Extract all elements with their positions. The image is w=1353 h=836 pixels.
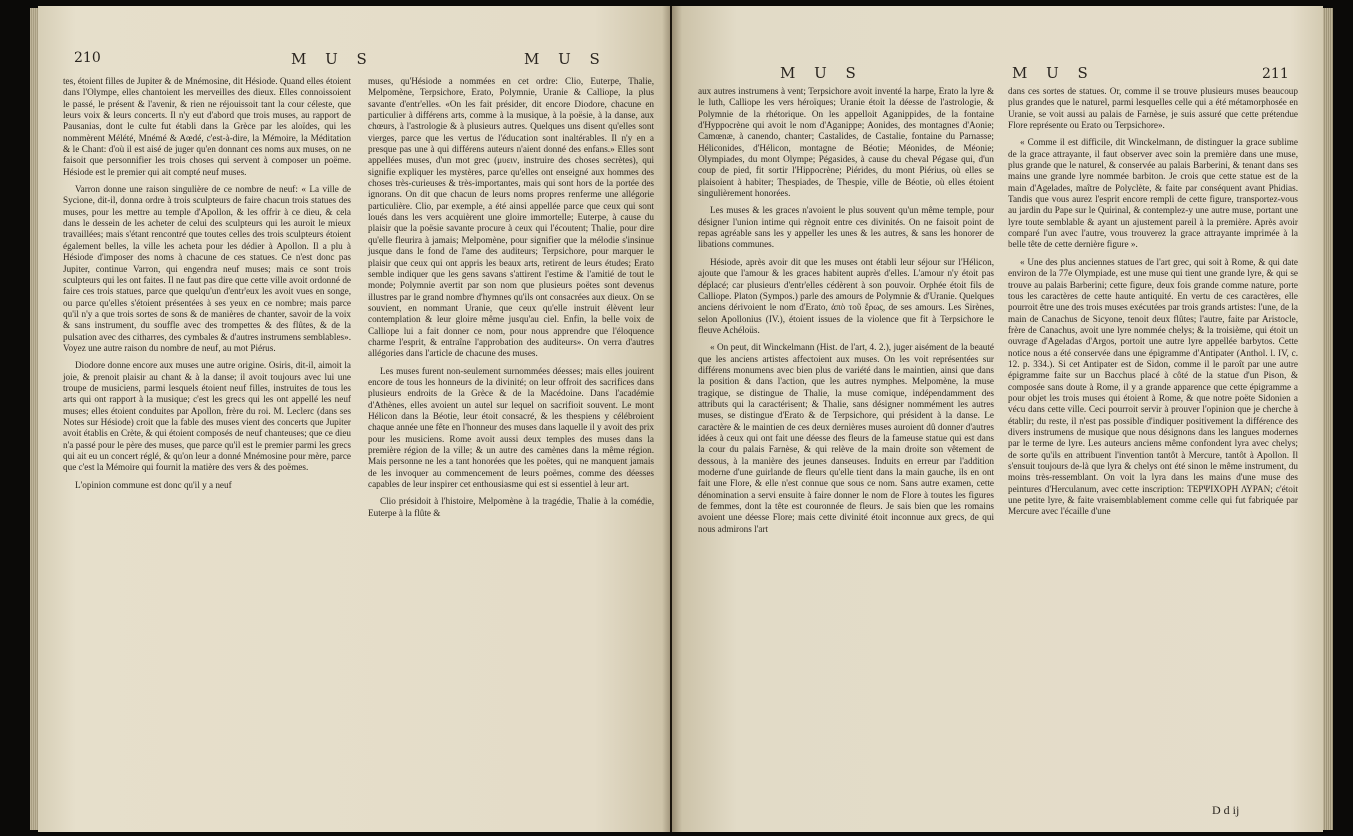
right-page-headword-2: M U S	[1012, 64, 1095, 82]
left-page-number: 210	[74, 50, 101, 66]
open-book	[38, 6, 1323, 832]
right-page-headword-1: M U S	[780, 64, 863, 82]
left-page-edges	[30, 8, 38, 830]
paragraph: Diodore donne encore aux muses une autre origine. Osiris, dit-il, aimoit la joie, & prenoit plaisir au chant & à la danse; il avoit toujours avec lui une troupe de musiciens, parmi lesquels étoient neuf filles, instruites de tous les arts qui ont rapport à la musique; c'est les grecs qui les ont appellé les neuf muses; elles étoient conduites par Apollon, frère du roi. M. Leclerc (dans ses Notes sur Hésiode) croit que la fable des muses vient des concerts que Jupiter avoit établis en Crète, & qui étoient composés de neuf chanteuses; que ce dieu n'a passé pour le père des muses, que parce qu'il est le premier parmi les grecs qui ait eu un concert réglé, & qu'on leur a donné Mnémosine pour mère, parce que c'est la Mémoire qui fournit la matière des vers & des poëmes.	[63, 360, 351, 473]
paragraph: muses, qu'Hésiode a nommées en cet ordre: Clio, Euterpe, Thalie, Melpomène, Terpsichore, Erato, Polymnie, Uranie & Calliope, la plus savante d'entr'elles. «On les fait présider, dit encore Diodore, chacune en particulier à différens arts, comme à la musique, à la poësie, à la danse, aux chœurs, à l'astrologie & à plusieurs autres. Quelques uns disent qu'elles sont vierges, parce que les vertus de l'éducation sont inaltérables. Il n'y en a presque pas une à qui différens auteurs n'aient donné des enfans.» Elles sont appellées muses, d'un mot grec (μυειν, instruire des choses secrètes), qui signifie expliquer les mystères, parce qu'elles ont enseigné aux hommes des choses très-curieuses & très-importantes, mais qui sont hors de la portée des ignorans. On dit que chacun de leurs noms propres renferme une allégorie particulière. Clio, par exemple, a été ainsi appellée parce que ceux qui sont loués dans les vers acquièrent une gloire immortelle; Euterpe, à cause du plaisir que la poësie savante procure à ceux qui l'écoutent; Thalie, pour dire qu'elle fleurira à jamais; Melpomène, pour signifier que la mélodie s'insinue jusque dans le fond de l'ame des auditeurs; Terpsichore, pour marquer le plaisir que ceux qui ont appris les beaux arts, retirent de leurs études; Erato semble indiquer que les gens savans s'attirent l'estime & l'amitié de tout le monde; Polymnie avertit par son nom que plusieurs poëtes sont devenus illustres par le grand nombre d'hymnes qu'ils ont consacrées aux dieux. On se souvient, en nommant Uranie, que ceux qu'elle instruit élèvent leur contemplation & leur gloire même jusqu'au ciel. Enfin, la belle voix de Calliope lui a fait donner ce nom, pour nous apprendre que l'éloquence charme l'esprit, & entraîne l'approbation des auditeurs». On verra d'autres allégories dans l'article de chacune des muses.	[368, 76, 654, 359]
right-page-column-2	[1008, 86, 1298, 524]
paragraph: L'opinion commune est donc qu'il y a neuf	[75, 479, 232, 490]
paragraph: aux autres instrumens à vent; Terpsichore avoit inventé la harpe, Erato la lyre & le luth, Calliope les vers héroïques; Uranie étoit la déesse de l'astrologie, & Polymnie de la rhétorique. On les appelloit Aganippides, de la fontaine d'Hyppocrène qui avoit le nom d'Aganippe; Aonides, des montagnes d'Aonie; Camœnæ, à canendo, chanter; Castalides, de Castalie, fontaine du Parnasse; Héliconides, d'Hélicon, montagne de Béotie; Méonides, de Méonie; Olympiades, du mont Olympe; Pégasides, à cause du cheval Pégase qui, d'un coup de pied, fit sortir l'Hippocrène; Piérides, du mont Piérius, où elles se plaisoient à habiter; Thespiades, de Thespie, ville de Béotie, où elles étoient singulièrement honorées.	[698, 86, 994, 199]
paragraph: « Une des plus anciennes statues de l'art grec, qui soit à Rome, & qui date environ de la 77e Olympiade, est une muse qui tient une grande lyre, & qui se trouve au palais Barberini; cette figure, deux fois grande comme nature, porte tous les caractères de cette haute antiquité. En vertu de ces caractères, elle pourroit être une des trois muses exécutées par trois grands artistes: l'une, de la main de Canachus de Sicyone, tenoit deux flûtes; l'autre, faite par Aristocle, frère de Canachus, avoit une lyre nommée chelys; & la troisième, qui étoit un ouvrage d'Ageladas d'Argos, portoit une autre lyre appellée barbytos. Cette notice nous a été conservée dans une épigramme d'Antipater (Anthol. l. IV, c. 12. p. 334.). Si cet Antipater est de Sidon, comme il le paroît par une autre épigramme faite sur un Bacchus placé à côté de la statue d'un Pison, & composée sans doute à Rome, il y a grande apparence que cette épigramme a pour objet les trois muses qui étoient à Rome, & que notre poëte Sidonien a vécu dans cette ville. Ceci pourroit servir à prouver l'opinion que je cherche à établir; du reste, il n'est pas possible d'indiquer positivement la différence des divers instrumens de musique que nous désignons dans les langues modernes par le terme de lyre. Les auteurs anciens même confondent lyra avec chelys; de sorte qu'ils en attribuent l'invention tantôt à Mercure, tantôt à Apollon. Il s'ensuit toujours de-là que lyra & chelys ont été sinon le même instrument, du moins très-ressemblant. On voit la lyra dans les mains d'une muse des peintures d'Herculanum, avec cette inscription: ΤΕΡΨΙΧΟΡΗ ΛΥΡΑΝ; c'étoit une petite lyre, & faite vraisemblablement comme celle qui fut fabriquée par Mercure avec l'écaille d'une	[1008, 256, 1298, 517]
paragraph: tes, étoient filles de Jupiter & de Mnémosine, dit Hésiode. Quand elles étoient dans l'Olympe, elles chantoient les merveilles des dieux. Elles connoissoient le passé, le présent & l'avenir, & rien ne réjouissoit tant la cour céleste, que leurs voix & leurs concerts. Il n'y eut d'abord que trois muses, au rapport de Pausanias, dont le culte fut établi dans la Grèce par les aloïdes, qui les nommèrent Mélété, Mnémé & Aœdé, c'est-à-dire, la Mémoire, la Méditation & le Chant: d'où il est aisé de juger qu'en donnant ces noms aux muses, on ne faisoit que personnifier les trois choses qui servent à composer un poëme. Hésiode est le premier qui ait compté neuf muses.	[63, 76, 351, 177]
paragraph: « On peut, dit Winckelmann (Hist. de l'art, 4. 2.), juger aisément de la beauté que les anciens artistes affectoient aux muses. On les voit représentées sur différens monumens avec bien plus de variété dans le maintien, ainsi que dans la position & dans l'action, que les autres nymphes. Melpomène, la muse tragique, se distingue de Thalie, la muse comique, indépendamment des attributs qui la caractérisent; & Thalie, sans désigner nommément les autres muses, se distingue d'Erato & de Terpsichore, qui président à la danse. Le caractère & le maintien de ces deux dernières muses auroient dû donner d'autres idées à ceux qui ont fait une déesse des fleurs de la fameuse statue qui est dans la cour du palais Farnèse, & qui relève de la main droite son vêtement de dessous, à la manière des jeunes danseuses. Induits en erreur par l'addition moderne d'une guirlande de fleurs qu'elle tient dans la main gauche, ils en ont fait une Flore, & elle n'est connue que sous ce nom. Sans autre examen, cette dénomination a servi ensuite à faire donner le nom de Flore à toutes les figures de femmes, dont la tête est couronnée de fleurs. Je sais bien que les romains avoient une déesse Flore; mais cette divinité étoit inconnue aux grecs, de qui nous admirons l'art	[698, 342, 994, 534]
paragraph: « Comme il est difficile, dit Winckelmann, de distinguer la grace sublime de la grace attrayante, il faut observer avec soin la première dans une muse, plus grande que le naturel, & conservée au palais Barberini, & tenant dans ses mains une grande lyre nommée barbiton. Je crois que cette statue est de la main d'Agelades, maître de Polyclète, & faite par conséquent avant Phidias. Tandis que vous aurez l'esprit encore rempli de cette figure, transportez-vous au jardin du Pape sur le Quirinal, & contemplez-y une autre muse, portant une lyre toute semblable & ayant un ajustement pareil à la première. Après avoir comparé l'un avec l'autre, vous trouverez la grace attrayante imprimée à la belle tête de cette dernière figure ».	[1008, 137, 1298, 250]
right-page-edges	[1323, 8, 1333, 830]
paragraph: Les muses furent non-seulement surnommées déesses; mais elles jouirent encore de tous les honneurs de la divinité; on leur offroit des sacrifices dans plusieurs endroits de la Grèce & de la Macédoine. Dans l'académie d'Athènes, elles avoient un autel sur lequel on sacrifioit souvent. Le mont Hélicon dans la Béotie, leur étoit consacré, & les thespiens y célébroient chaque année une fête en l'honneur des muses dans laquelle il y avoit des prix pour les musiciens. Rome avoit aussi deux temples des muses dans la première région de la ville; & un autre des camènes dans la même région. Mais personne ne les a tant honorées que les poëtes, qui ne manquent jamais de les invoquer au commencement de leurs poëmes, comme des déesses capables de leur inspirer cet enthousiasme qui est si essentiel à leur art.	[368, 365, 654, 490]
book-gutter	[662, 6, 682, 832]
paragraph: Varron donne une raison singulière de ce nombre de neuf: « La ville de Sycione, dit-il, donna ordre à trois sculpteurs de faire chacun trois statues des muses, pour les mettre au temple d'Apollon, & les offrir à ce dieu, & cela dans le dessein de les acheter de celui des sculpteurs qui les auroit le mieux travaillées; mais s'étant rencontré que toutes celles des trois sculpteurs étoient également belles, la ville les acheta pour les dédier à Apollon. Il a plu à Hésiode d'imposer des noms à chacune de ces statues. Ce n'est donc pas Jupiter, continue Varron, qui engendra neuf muses; mais ce sont trois sculpteurs qui les ont faites. Il ne faut pas dire que cette ville avoit ordonné de faire ces trois statues, parce que quelqu'un d'entr'eux les avoit vues en songe, ou parce qu'elles s'étoient présentées à ses yeux en ce nombre; mais parce qu'il n'y a que trois sortes de sons & de manières de chanter, savoir de la voix & sans instrument, du souffle avec des trompettes & des flûtes, & de la pulsation avec des citharres, des cymbales & d'autres instrumens semblables». Voyez une autre raison du nombre de neuf, au mot Piérus.	[63, 184, 351, 353]
left-page	[38, 6, 670, 832]
left-page-column-1	[63, 76, 351, 497]
right-page	[672, 6, 1323, 832]
right-page-number: 211	[1262, 66, 1289, 82]
right-page-column-1	[698, 86, 994, 541]
paragraph: Clio présidoit à l'histoire, Melpomène à la tragédie, Thalie à la comédie, Euterpe à la flûte &	[368, 496, 654, 518]
left-page-column-2	[368, 76, 654, 525]
signature-mark: D d ij	[1212, 803, 1240, 817]
paragraph: dans ces sortes de statues. Or, comme il se trouve plusieurs muses beaucoup plus grandes que le naturel, parmi lesquelles celle qui a été métamorphosée en Uranie, se voit aussi au palais de Farnèse, je suis assuré que cette prétendue Flore représente ou Erato ou Terpsichore».	[1008, 86, 1298, 131]
left-page-headword-1: M U S	[291, 50, 374, 68]
left-page-headword-2: M U S	[524, 50, 607, 68]
paragraph: Les muses & les graces n'avoient le plus souvent qu'un même temple, pour désigner l'union intime qui règnoit entre ces divinités. On ne faisoit point de repas agréable sans les y appeller les unes & les autres, & sans les honorer de libations communes.	[698, 205, 994, 250]
paragraph: Hésiode, après avoir dit que les muses ont établi leur séjour sur l'Hélicon, ajoute que l'amour & les graces habitent auprès d'elles. L'amour n'y étoit pas déplacé; car plusieurs d'entr'elles cédèrent à son pouvoir. Orphée étoit fils de Calliope. Platon (Sympos.) parle des amours de Polymnie & d'Uranie. Quelques anciens dérivoient le nom d'Erato, ἀπὸ τοῦ ἔρως, de ses amours. Les Sirènes, selon Apollonius (IV.), étoient issues de la violence que fit à Terpsichore le fleuve Achéloüs.	[698, 256, 994, 335]
